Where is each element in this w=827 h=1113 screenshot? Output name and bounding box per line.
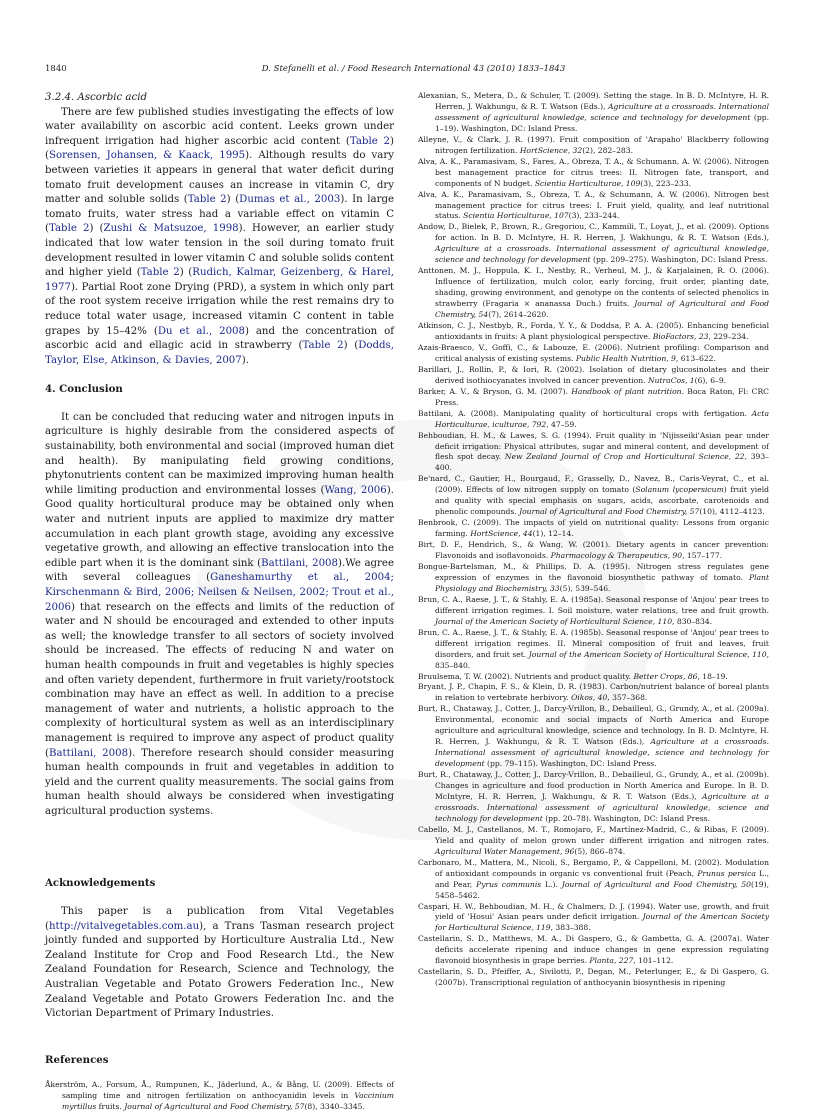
citation-link[interactable]: Zushi & Matsuzoe, 1998 [103,223,239,235]
citation-link[interactable]: Dodds, Taylor, Else, Atkinson, & Davies, 2007 [45,340,395,366]
text-run: (10), 4112–4123. [699,507,765,517]
italic-text: New Zealand Journal of Crop and Horticultural Science, 22 [504,452,745,462]
reference-entry [418,628,769,672]
reference-entry [418,431,769,475]
reference-entry [45,1080,394,1113]
citation-link[interactable]: Sorensen, Johansen, & Kaack, 1995 [48,150,246,162]
italic-text: Journal of the American Society for Horticultural Science, 119 [435,912,769,933]
text-run: Birt, D. F., Hendrich, S., & Wang, W. (2001). Dietary agents in cancer prevention: Flavonoids and isoflavonoids. [418,540,769,561]
text-run: Castellarin, S. D., Pfeiffer, A., Sivilotti, P., Degan, M., Peterlunger, E., & Di Gaspero, G. (2007b). Transcriptional regulation of anthocyanin biosynthesis in ripening [418,967,769,988]
italic-text: Oikos, 40 [571,693,608,703]
text-run: , 613–622. [675,353,716,363]
reference-entry [418,672,769,683]
italic-text: Agriculture at a crossroads. International assessment of agricultural knowledge, science and technology for development [435,792,770,823]
text-run: (6), 6–9. [694,375,727,385]
text-run: , 393–400. [435,452,769,473]
text-run: Behboudian, H. M., & Lawes, S. G. (1994). Fruit quality in 'Nijisseiki'Asian pear under deficit irrigation: Physical attributes, sugar and mineral content, and development of flesh spot decay. [418,430,769,462]
text-run: (pp. 79–115). Washington, DC: Island Press. [484,759,657,769]
reference-entry [418,190,769,223]
italic-text: Handbook of plant nutrition [571,386,682,396]
reference-entry [418,222,769,266]
running-header [45,64,782,78]
italic-text: Agriculture at a crossroads. International assessment of agricultural knowledge, science and technology for development [435,244,769,265]
italic-text: Scientia Horticulturae, 109 [534,178,641,188]
text-run: (19), 5458–5462. [435,879,769,900]
italic-text: Acta Horticulturae, iculturae, 792 [435,408,769,429]
italic-text: Public Health Nutrition, 9 [575,353,676,363]
text-run: Burt, R., Chataway, J., Cotter, J., Darcy-Vrillon, B., Debailleul, G., Grundy, A., et al. (2009b). Changes in agriculture and food production in North America and Europe. In B. D. McIntyre, H. R. Herren, J. Wakhungu, & R. T. Watson (Eds.), [418,770,769,801]
text-run: Bruulsema, T. W. (2002). Nutrients and product quality. [418,671,634,681]
text-run: (3), 223–233. [640,178,692,188]
italic-text: BioFactors, 23 [652,331,709,341]
text-run: , 157–177. [682,551,723,561]
reference-entry [418,682,769,704]
reference-entry [418,518,769,540]
reference-entry [418,540,769,562]
italic-text: Agricultural Water Management, 96 [435,846,575,856]
text-run: ).We agree with several colleagues ( [45,557,394,584]
italic-text: Vaccinium myrtillus [62,1091,394,1112]
text-run: It can be concluded that reducing water and nitrogen inputs in agriculture is highly desirable from the considered aspects of sustainability, both environmental and social (improved human diet and health). By manipulating field growing conditions, phytonutrients content can be maximized improving human health while limiting production and environmental losses ( [45,411,394,496]
citation-link[interactable]: Dumas et al., 2003 [239,194,341,206]
text-run: (2), 282–283. [582,145,633,155]
italic-text: Agriculture at a crossroads. International assessment of agricultural knowledge, science and technology for development [435,737,769,769]
page-number: 1840 [45,64,67,74]
text-run: Burt, R., Chataway, J., Cotter, J., Darcy-Vrillon, B., Debailleul, G., Grundy, A., et al. (2009a). Environmental, economic and social impacts of North America and Europe agriculture and agricultural knowledge, science and technology. In B. D. McIntyre, H. R. Herren, J. Wakhungu, & R. T. Watson (Eds.), [418,704,769,747]
reference-list-left [45,1080,394,1113]
section-title-acknowledgements: Acknowledgements [45,876,156,889]
citation-link[interactable]: Table 2 [349,135,390,147]
text-run: , 229–234. [708,331,749,341]
reference-entry [418,365,769,387]
reference-entry [418,91,769,135]
text-run: Be'nard, C., Gautier, H., Bourgaud, F., Grasselly, D., Navez, B., Caris-Veyrat, C., et al. (2009). Effects of low nitrogen supply on tomato ( [418,474,769,495]
text-run: (5), 539–546. [559,583,611,593]
reference-entry [418,135,769,157]
text-run: Brun, C. A., Raese, J. T., & Stahly, E. A. (1985a). Seasonal response of 'Anjou' pear trees to different irrigation regimes. I. Soil moisture, water relations, tree and fruit growth. [418,594,769,615]
text-run: ). Good quality horticultural produce may be obtained only when water and nutrient inputs are applied to maximize dry matter accumulation in each plant growth stage, avoiding any excessive vegetative growth, and allowing an effective translocation into the edible part when it is the dominant sink ( [45,484,394,569]
text-run: Caspari, H. W., Behboudian, M. H., & Chalmers, D. J. (1994). Water use, growth, and fruit yield of 'Hosui' Asian pears under deficit irrigation. [418,901,769,922]
conclusion-paragraph [45,411,394,820]
text-run: Alexanian, S., Metera, D., & Schuler, T. (2009). Setting the stage. In B. D. McIntyre, H. R. Herren, J. Wakhungu, & R. T. Watson (Eds.), [418,91,769,111]
section-title-references: References [45,1053,109,1066]
citation-link[interactable]: Rudich, Kalmar, Geizenberg, & Harel, 1977 [45,267,395,293]
citation-link[interactable]: Du et al., 2008 [157,325,246,337]
text-run: This paper is a publication from Vital Vegetables ( [45,906,394,932]
section-title-conclusion: 4. Conclusion [45,383,123,396]
text-run: , 383–388. [550,923,591,933]
text-run: Anttonen, M. J., Hoppula, K. I., Nestby, R., Verheul, M. J., & Karjalainen, R. O. (2006). Influence of fertilization, mulch color, early forcing, fruit order, planting date, shading, growing environment, and genotype on the contents of selected phenolics in strawberry (Fragaria × ananassa Duch.) fruits. [418,266,769,309]
reference-entry [418,157,769,190]
italic-text: Journal of the American Society of Horticultural Science, 110 [528,649,767,659]
text-run: L.). [541,879,562,889]
italic-text: Planta, 227 [589,956,634,966]
text-run: ). In large tomato fruits, water stress had a variable effect on vitamin C ( [45,194,395,235]
text-run: Bryant, J. P., Chapin, F. S., & Klein, D. R. (1983). Carbon/nutrient balance of boreal plants in relation to vertebrate herbivory. [418,682,769,703]
text-run: ) ( [343,340,359,352]
text-run: Barker, A. V., & Bryson, G. M. (2007). [418,386,572,396]
citation-link[interactable]: Table 2 [187,194,227,206]
text-run: , 47–59. [546,419,577,429]
text-run: Castellarin, S. D., Matthews, M. A., Di Gaspero, G., & Gambetta, G. A. (2007a). Water deficits accelerate ripening and induce changes in gene expression regulating flavonoid biosynthesis in grape berries. [418,934,769,966]
reference-entry [418,858,769,902]
reference-entry [418,825,769,858]
text-run: (1), 12–14. [532,529,574,539]
text-run: fruits. [96,1102,125,1112]
text-run: , 18–19. [697,671,728,681]
text-run: ) fruit yield and quality with special emphasis on sugars, acids, ascorbate, carotenoids and phenolic compounds. [435,485,769,517]
text-run: ) that research on the effects and limits of the reduction of water and N should be encouraged and extended to other inputs as well; the knowledge transfer to all sectors of society involved should be increased. The effects of reducing N and water on human health compounds in fruit and vegetables is highly species and often variety dependent, furthermore in fruit variety/rootstock combination may have an effect as well. In addition to a precise management of water and nutrients, a holistic approach to the complexity of horticultural system as well as an interdisciplinary management is required to improve any aspect of product quality ( [45,601,394,759]
reference-entry [418,409,769,431]
italic-text: Journal of the American Society of Horticultural Science, 110 [435,616,673,626]
citation-link[interactable]: Battilani, 2008 [261,557,339,569]
italic-text: Plant Physiology and Biochemistry, 33 [435,572,769,593]
text-run: Åkerström, A., Forsum, Å., Rumpunen, K., Jäderlund, A., & Bång, U. (2009). Effects of sampling time and nitrogen fertilization on anthocyanidin levels in [45,1080,394,1101]
reference-entry [418,902,769,935]
text-run: Atkinson, C. J., Nestbyb, R., Forda, Y. Y., & Doddsa, P. A. A. (2005). Enhancing beneficial antioxidants in fruits: A plant physiological perspective. [418,321,769,341]
text-run: Carbonaro, M., Mattera, M., Nicoli, S., Bergamo, P., & Cappelloni, M. (2002). Modulation of antioxidant compounds in organic vs conventional fruit (Peach, [418,857,769,878]
italic-text: HortScience, 32 [519,145,583,155]
reference-list-right [418,91,769,989]
text-run: Alleyne, V., & Clark, J. R. (1997). Fruit composition of 'Arapaho' Blackberry following nitrogen fertilization. [418,134,769,155]
text-run: Alva, A. K., Paramasivam, S., Fares, A., Obreza, T. A., & Schumann, A. W. (2006). Nitrogen best management practice for citrus trees: II. Nitrogen fate, transport, and components of N budget. [418,156,769,188]
text-run: , 830–834. [672,616,713,626]
italic-text: Agriculture at a crossroads. International assessment of agricultural knowledge, science and technology for development [435,101,769,122]
italic-text: NutraCos, 1 [647,375,695,385]
reference-entry [418,343,769,365]
reference-entry [418,387,769,409]
reference-entry [418,934,769,967]
reference-entry [418,704,769,770]
italic-text: Solanum lycopersicum [635,485,724,495]
text-run: Bongue-Bartelsman, M., & Phillips, D. A. (1995). Nitrogen stress regulates gene expression of enzymes in the flavonoid biosynthetic pathway of tomato. [418,561,769,582]
text-run: Azais-Braesco, V., Goffi, C., & Labouze, E. (2006). Nutrient profiling: Comparison and critical analysis of existing systems. [418,342,769,363]
text-run: (5), 866–874. [574,846,626,856]
text-run: Benbrook, C. (2009). The impacts of yield on nutritional quality: Lessons from organic farming. [418,518,769,539]
citation-link[interactable]: http://vitalvegetables.com.au [48,920,200,932]
text-run: Battilani, A. (2008). Manipulating quality of horticultural crops with fertigation. [418,408,752,418]
citation-link[interactable]: Battilani, 2008 [48,747,129,759]
text-run: , 101–112. [633,956,674,966]
text-run: Alva, A. K., Paramasivam, S., Obreza, T. A., & Schumann, A. W. (2006). Nitrogen best management practice for citrus trees: I. Fruit yield, quality, and leaf nutritional status. [418,189,769,221]
text-run: ). However, an earlier study indicated that low water tension in the soil during tomato fruit development resulted in lower vitamin C and soluble solids content and higher yield ( [45,223,395,279]
right-column [418,91,769,989]
reference-entry [418,474,769,518]
text-run: ). [241,354,249,366]
text-run: ). Therefore research should consider measuring human health compounds in fruit and vegetables in addition to yield and the current quality measurements. The social gains from human health should always be considered when investigating agricultural production systems. [45,747,394,817]
text-run: There are few published studies investigating the effects of low water availability on ascorbic acid content. Leeks grown under infrequent irrigation had higher ascorbic acid content ( [45,106,394,147]
citation-link[interactable]: Table 2 [140,267,180,279]
ascorbic-acid-paragraph [45,106,394,369]
italic-text: Journal of Agricultural and Food Chemistry, 50 [561,879,751,889]
text-run: Cabello, M. J., Castellanos, M. T., Romojaro, F., Martínez-Madrid, C., & Ribas, F. (2009). Yield and quality of melon grown under different irrigation and nitrogen rates. [418,824,769,845]
italic-text: Better Crops, 86 [633,671,698,681]
reference-entry [418,321,769,343]
text-run: ) ( [226,194,240,206]
reference-entry [418,266,769,321]
italic-text: HortScience, 44 [470,529,533,539]
text-run: (pp. 209–275). Washington, DC: Island Press. [590,255,768,265]
text-run: (pp. 20–78). Washington, DC: Island Press. [542,813,710,823]
italic-text: Scientia Horticulturae, 107 [463,211,569,221]
text-run: , 835–840. [435,649,769,670]
italic-text: Pharmacology & Therapeutics, 90 [550,551,683,561]
text-run: L., and Pear, [435,868,769,889]
text-run: ) ( [45,135,394,162]
text-run: ). Although results do vary between varieties it appears in general that water deficit during tomato fruit development causes an increase in vitamin C, dry matter and soluble solids ( [45,150,394,206]
text-run: Andow, D., Bielek, P., Brown, R., Gregoriou, C., Kammili, T., Loyat, J., et al. (2009). Options for action. In B. D. McIntyre, H. R. Herren, J. Wakhungu, & R. T. Watson (Eds.), [418,222,769,243]
left-column [45,91,394,1113]
italic-text: Journal of Agricultural and Food Chemistry, 57 [519,507,700,517]
text-run: Barillari, J., Rollin, P., & Iori, R. (2002). Isolation of dietary glucosinolates and their derived isothiocyanates involved in cancer prevention. [418,364,769,385]
text-run: ). Partial Root zone Drying (PRD), a system in which only part of the root system receive irrigation while the rest remains dry to reduce total water usage, increased vitamin C content in table grapes by 15–42% ( [45,281,394,337]
text-run: . Boca Raton, Fl: CRC Press. [435,386,769,407]
text-run: Brun, C. A., Raese, J. T., & Stahly, E. A. (1985b). Seasonal response of 'Anjou' pear trees to different irrigation regimes. II. Mineral composition of fruit and leaves, fruit disorders, and fruit set. [418,627,769,659]
citation-link[interactable]: Ganeshamurthy et al., 2004; Kirschenmann & Bird, 2006; Neilsen & Neilsen, 2002; Trout et al., 2006 [45,572,394,613]
text-run: ), a Trans Tasman research project jointly funded and supported by Horticulture Australia Ltd., New Zealand Institute for Crop and Food Research Ltd., the New Zealand Foundation for Research, Science and Technology, the Australian Vegetable and Potato Growers Federation Inc., New Zealand Vegetable and Potato Growers Federation Inc. and the Victorian Department of Primary Industries. [45,920,394,1020]
text-run: (7), 2614–2620. [488,310,549,320]
reference-entry [418,967,769,989]
text-run: ) ( [89,223,104,235]
italic-text: Journal of Agricultural and Food Chemistry, 54 [435,299,770,320]
journal-citation: D. Stefanelli et al. / Food Research International 43 (2010) 1833–1843 [261,64,566,74]
text-run: ) and the concentration of ascorbic acid and ellagic acid in strawberry ( [45,325,394,352]
text-run: (3), 233–244. [568,211,620,221]
reference-entry [418,595,769,628]
acknowledgements-paragraph [45,905,394,1022]
text-run: , 357–368. [607,693,648,703]
italic-text: Prunus persica [697,868,756,878]
italic-text: Journal of Agricultural and Food Chemistry, 57 [124,1102,305,1112]
citation-link[interactable]: Wang, 2006 [324,484,387,496]
reference-entry [418,770,769,825]
text-run: ) ( [179,267,193,279]
reference-entry [418,562,769,595]
text-run: (8), 3340–3345. [304,1102,365,1112]
italic-text: Pyrus communis [476,879,542,889]
citation-link[interactable]: Table 2 [48,223,90,235]
subsection-title-ascorbic-acid: 3.2.4. Ascorbic acid [45,92,147,103]
text-run: (pp. 1–19). Washington, DC: Island Press. [435,112,770,133]
citation-link[interactable]: Table 2 [302,340,344,352]
